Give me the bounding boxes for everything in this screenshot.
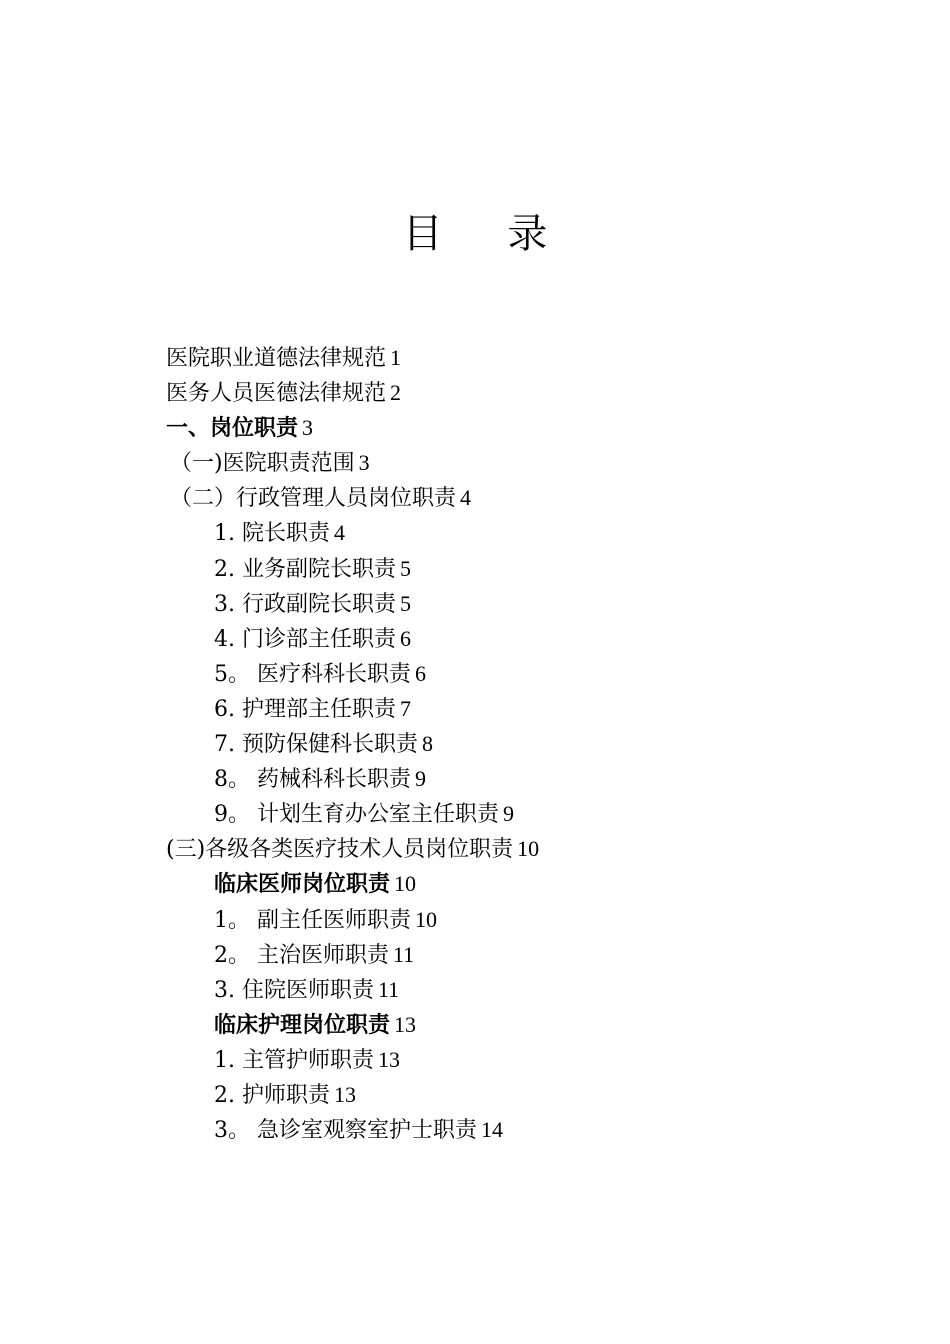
toc-entry-page: 3 <box>302 415 314 441</box>
toc-entry-page: 5 <box>399 555 411 581</box>
toc-entry-text: （一)医院职责范围 <box>170 451 355 477</box>
toc-entry[interactable] <box>166 551 846 586</box>
toc-entry-text: 临床医师岗位职责 <box>214 872 391 898</box>
toc-entry-page: 5 <box>399 590 411 616</box>
toc-entry[interactable] <box>166 972 846 1007</box>
toc-entry-page: 6 <box>415 660 426 686</box>
toc-entry[interactable] <box>166 866 846 901</box>
toc-entry[interactable] <box>166 410 846 445</box>
toc-entry-text: 医务人员医德法律规范 <box>166 381 387 407</box>
toc-entry[interactable] <box>166 1112 846 1147</box>
toc-entry-page: 13 <box>377 1046 400 1072</box>
toc-entry-text: 9。 计划生育办公室主任职责 <box>214 802 499 828</box>
toc-entry[interactable] <box>166 902 846 937</box>
toc-entry[interactable] <box>166 1007 846 1042</box>
toc-entry-page: 10 <box>517 836 540 862</box>
toc-entry-page: 11 <box>393 941 415 967</box>
toc-entry[interactable] <box>166 761 846 796</box>
toc-entry[interactable] <box>166 1042 846 1077</box>
toc-entry-text: 2。 主治医师职责 <box>214 942 389 968</box>
toc-entry[interactable] <box>166 340 846 375</box>
toc-entry-text: 2. 业务副院长职责 <box>214 556 396 582</box>
toc-entry[interactable] <box>166 796 846 831</box>
toc-entry-page: 2 <box>390 380 402 406</box>
toc-entry-page: 4 <box>460 485 472 511</box>
toc-entry-text: 6. 护理部主任职责 <box>214 696 396 722</box>
toc-entry-page: 7 <box>399 695 411 721</box>
toc-entry-text: （二）行政管理人员岗位职责 <box>170 486 457 512</box>
toc-entry-text: 3. 行政副院长职责 <box>214 591 396 617</box>
toc-entry-page: 14 <box>481 1117 503 1143</box>
toc-entry-page: 10 <box>415 906 437 932</box>
toc-entry-page: 9 <box>415 766 426 792</box>
toc-entry-page: 3 <box>358 450 370 476</box>
toc-entry-text: 1. 院长职责 <box>214 521 330 547</box>
toc-entry[interactable] <box>166 831 846 866</box>
toc-entry[interactable] <box>166 375 846 410</box>
toc-entry[interactable] <box>166 1077 846 1112</box>
toc-entry-text: 5。 医疗科科长职责 <box>214 661 411 687</box>
toc-entry-page: 10 <box>394 871 417 897</box>
toc-entry-text: 7. 预防保健科长职责 <box>214 732 418 758</box>
toc-entry-page: 4 <box>333 520 345 546</box>
toc-entry-text: 一、岗位职责 <box>166 416 299 442</box>
toc-entry[interactable] <box>166 445 846 480</box>
toc-entry-text: 1. 主管护师职责 <box>214 1047 374 1073</box>
toc-entry[interactable] <box>166 726 846 761</box>
toc-entry-page: 11 <box>377 976 400 1002</box>
toc-entry-text: 2. 护师职责 <box>214 1082 330 1108</box>
toc-entry[interactable] <box>166 656 846 691</box>
toc-list <box>166 340 846 1147</box>
toc-entry[interactable] <box>166 691 846 726</box>
toc-entry[interactable] <box>166 937 846 972</box>
toc-entry-text: (三)各级各类医疗技术人员岗位职责 <box>166 837 514 863</box>
toc-entry-page: 6 <box>399 625 411 651</box>
toc-entry-text: 3. 住院医师职责 <box>214 977 374 1003</box>
toc-entry-page: 8 <box>421 731 433 757</box>
toc-entry[interactable] <box>166 621 846 656</box>
toc-entry[interactable] <box>166 586 846 621</box>
toc-title: 目 录 <box>402 211 574 257</box>
toc-entry-text: 1。 副主任医师职责 <box>214 907 411 933</box>
toc-entry-text: 医院职业道德法律规范 <box>166 346 387 371</box>
toc-entry[interactable] <box>166 480 846 515</box>
toc-entry[interactable] <box>166 515 846 550</box>
toc-entry-text: 临床护理岗位职责 <box>214 1012 391 1038</box>
toc-entry-page: 13 <box>394 1011 417 1037</box>
toc-entry-text: 8。 药械科科长职责 <box>214 767 411 793</box>
toc-entry-text: 4. 门诊部主任职责 <box>214 626 396 652</box>
toc-entry-page: 9 <box>503 801 514 827</box>
toc-entry-text: 3。 急诊室观察室护士职责 <box>214 1118 477 1144</box>
toc-entry-page: 13 <box>333 1081 356 1107</box>
toc-entry-page: 1 <box>390 345 402 370</box>
